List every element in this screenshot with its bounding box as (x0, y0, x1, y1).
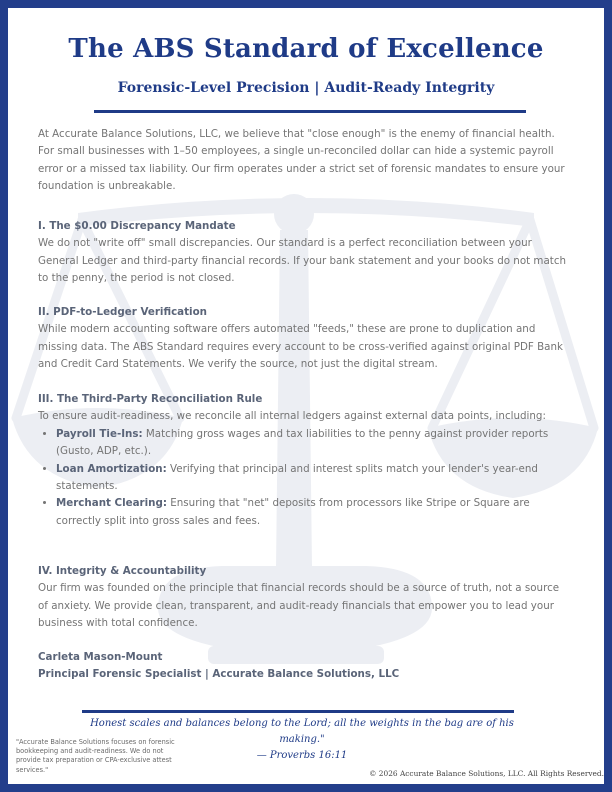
section-integrity (38, 563, 572, 633)
list-item (56, 461, 572, 496)
section-heading: I. The $0.00 Discrepancy Mandate (38, 220, 236, 232)
list-item (56, 495, 572, 530)
section-body: We do not "write off" small discrepancies. Our standard is a perfect reconciliation between your General Ledger and third-party financial records. If your bank statement and your books do not match to the penny, the period is not closed. (38, 237, 567, 285)
section-body: While modern accounting software offers automated "feeds," these are prone to duplication and missing data. The ABS Standard requires every account to be cross-verified against original PDF Bank and Credit Card Statements. We verify the source, not just the digital stream. (38, 323, 563, 371)
section-third-party-rule (38, 391, 572, 530)
section-heading: II. PDF-to-Ledger Verification (38, 306, 207, 318)
list-item-text: Ensuring that "net" deposits from processors like Stripe or Square are correctly split into gross sales and fees. (56, 497, 530, 527)
section-discrepancy-mandate (38, 218, 572, 288)
section-heading: III. The Third-Party Reconciliation Rule (38, 393, 263, 405)
section-body: To ensure audit-readiness, we reconcile all internal ledgers against external data points, including: (38, 410, 546, 423)
verse-text: Honest scales and balances belong to the Lord; all the weights in the bag are of his making." (90, 718, 514, 745)
disclaimer-note: "Accurate Balance Solutions focuses on forensic bookkeeping and audit-readiness. We do not provide tax preparation or CPA-exclusive attest services." (16, 738, 175, 774)
signature-block (38, 649, 572, 684)
section-heading: IV. Integrity & Accountability (38, 565, 207, 577)
page-title: The ABS Standard of Excellence (68, 34, 544, 64)
verse-reference: — Proverbs 16:11 (256, 750, 348, 761)
list-item-label: Loan Amortization: (56, 462, 167, 475)
page-subtitle: Forensic-Level Precision | Audit-Ready Integrity (117, 80, 495, 96)
list-item (56, 426, 572, 461)
list-item-label: Merchant Clearing: (56, 497, 167, 510)
signature-name: Carleta Mason-Mount (38, 651, 163, 663)
section-body: Our firm was founded on the principle that financial records should be a source of truth, not a source of anxiety. We provide clean, transparent, and audit-ready financials that empower you to lead your business with total confidence. (38, 582, 560, 630)
footer-divider (82, 710, 514, 713)
header-divider (94, 110, 526, 113)
signature-role: Principal Forensic Specialist | Accurate Balance Solutions, LLC (38, 668, 400, 681)
copyright-notice: © 2026 Accurate Balance Solutions, LLC. All Rights Reserved. (369, 769, 604, 778)
list-item-text: Verifying that principal and interest splits match your lender's year-end statements. (56, 462, 538, 493)
intro-paragraph: At Accurate Balance Solutions, LLC, we believe that "close enough" is the enemy of financial health. For small businesses with 1–50 employees, a single un-reconciled dollar can hide a systemic payroll error or a missed tax liability. Our firm operates under a strict set of forensic mandates to ensure your foundation is unbreakable. (38, 128, 565, 193)
list-item-label: Payroll Tie-Ins: (56, 427, 143, 440)
reconciliation-list (38, 426, 572, 530)
section-pdf-verification (38, 304, 572, 374)
list-item-text: Matching gross wages and tax liabilities to the penny against provider reports (Gusto, ADP, etc.). (56, 427, 549, 458)
